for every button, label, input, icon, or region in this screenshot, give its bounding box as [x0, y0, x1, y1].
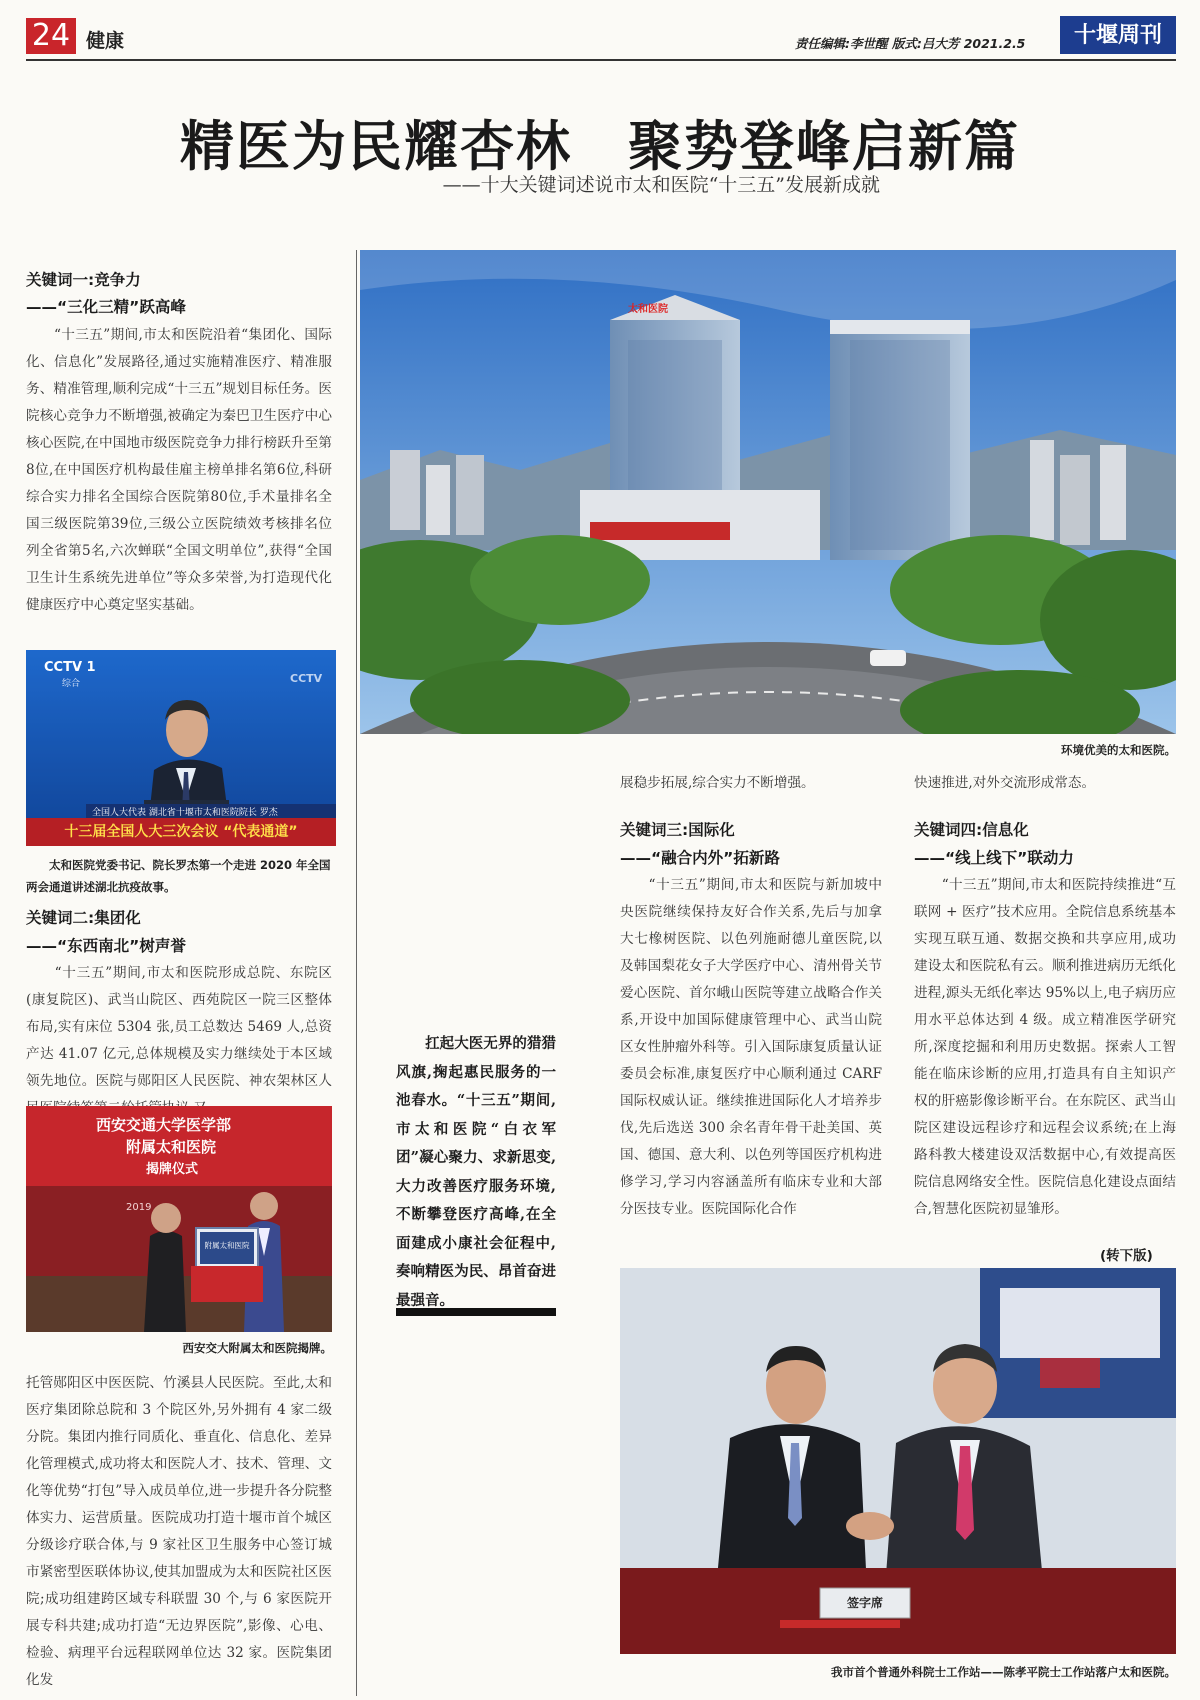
keyword4-title: 关键词四:信息化 — [914, 821, 1029, 839]
cctv-name-bar: 全国人大代表 湖北省十堰市太和医院院长 罗杰 — [92, 808, 278, 818]
column-divider — [356, 250, 357, 1696]
photo-cctv-representative — [26, 650, 336, 846]
photo-hospital-panorama — [360, 250, 1176, 734]
hospital-photo-art — [360, 250, 1176, 734]
subheadline: ——十大关键词述说市太和医院“十三五”发展新成就 — [442, 174, 880, 196]
plaque-text: 附属太和医院 — [204, 1241, 250, 1250]
col3-continuation: 展稳步拓展,综合实力不断增强。 — [620, 775, 815, 791]
section-name: 健康 — [86, 30, 125, 52]
photo-plaque-unveiling — [26, 1106, 332, 1332]
keyword4-subtitle: ——“线上线下”联动力 — [914, 849, 1074, 867]
keyword2-text-part2: 托管郧阳区中医医院、竹溪县人民医院。至此,太和医疗集团除总院和 3 个院区外,另外拥有 4 家二级分院。集团内推行同质化、垂直化、信息化、差异化管理模式,成功将太和医院人才、技术、管理、文化等优势“打包”导入成员单位,进一步提升各分院整体实力、运营质量。医院成功打造十堰市首个城区分级诊疗联合体,与 9 家社区卫生服务中心签订城市紧密型医联体协议,使其加盟成为太和医院社区医院;成功组建跨区域专科联盟 30 个,与 6 家医院开展专科共建;成功打造“无边界医院”,影像、心电、检验、病理平台远程联网单位达 32 家。医院集团化发 — [26, 1375, 332, 1688]
plaque-banner-line1: 西安交通大学医学部 — [96, 1116, 232, 1134]
keyword1-subtitle: ——“三化三精”跃高峰 — [26, 298, 186, 316]
caption-cctv: 太和医院党委书记、院长罗杰第一个走进 2020 年全国两会通道讲述湖北抗疫故事。 — [26, 858, 331, 894]
header-rule — [26, 59, 1176, 61]
continued-note: (转下版) — [1100, 1248, 1153, 1264]
caption-handshake: 我市首个普通外科院士工作站——陈孝平院士工作站落户太和医院。 — [831, 1665, 1176, 1679]
masthead-logo: 十堰周刊 — [1060, 16, 1176, 54]
cctv-logo: CCTV 1 — [44, 660, 96, 675]
editor-credits: 责任编辑:李世醒 版式:吕大芳 2021.2.5 — [795, 36, 1026, 51]
keyword2-title: 关键词二:集团化 — [26, 909, 141, 927]
cctv-banner: 十三届全国人大三次会议 “代表通道” — [64, 824, 298, 840]
keyword3-text: “十三五”期间,市太和医院与新加坡中央医院继续保持友好合作关系,先后与加拿大七橡树医院、以色列施耐德儿童医院,以及韩国梨花女子大学医疗中心、清州骨关节爱心医院、首尔峨山医院等建立战略合作关系,开设中加国际健康管理中心、武当山院区女性肿瘤外科等。引入国际康复质量认证委员会标准,康复医疗中心顺利通过 CARF 国际权威认证。继续推进国际化人才培养步伐,先后选送 300 余名青年骨干赴美国、英国、德国、意大利、以色列等国医疗机构进修学习,学习内容涵盖所有临床专业和大部分医技专业。医院国际化合作 — [620, 877, 882, 1217]
pull-quote: 扛起大医无界的猎猎风旗,掬起惠民服务的一池春水。“十三五”期间,市太和医院“白衣军团”凝心聚力、求新思变,大力改善医疗服务环境,不断攀登医疗高峰,在全面建成小康社会征程中,奏响精医为民、昂首奋进最强音。 — [396, 1035, 556, 1309]
headline: 精医为民耀杏林 聚势登峰启新篇 — [180, 114, 1020, 178]
plaque-banner-line2: 附属太和医院 — [126, 1138, 217, 1156]
col4-continuation: 快速推进,对外交流形成常态。 — [914, 775, 1096, 791]
keyword1-text: “十三五”期间,市太和医院沿着“集团化、国际化、信息化”发展路径,通过实施精准医疗、精准服务、精准管理,顺利完成“十三五”规划目标任务。医院核心竞争力不断增强,被确定为秦巴卫生医疗中心核心医院,在中国地市级医院竞争力排行榜跃升至第8位,在中国医疗机构最佳雇主榜单排名第6位,科研综合实力排名全国综合医院第80位,手术量排名全国三级医院第39位,三级公立医院绩效考核排名位列全省第5名,六次蝉联“全国文明单位”,获得“全国卫生计生系统先进单位”等众多荣誉,为打造现代化健康医疗中心奠定坚实基础。 — [26, 327, 332, 613]
page-number: 24 — [26, 18, 76, 54]
plaque-year: 2019 — [126, 1202, 152, 1213]
keyword2-subtitle: ——“东西南北”树声誉 — [26, 937, 186, 955]
keyword1-title: 关键词一:竞争力 — [26, 271, 141, 289]
keyword3-subtitle: ——“融合内外”拓新路 — [620, 849, 780, 867]
signing-nameplate: 签字席 — [846, 1596, 883, 1610]
photo-academician-workstation — [620, 1268, 1176, 1654]
keyword3-title: 关键词三:国际化 — [620, 821, 735, 839]
cctv-logo-sub: 综合 — [62, 679, 81, 689]
pull-quote-bar — [396, 1308, 556, 1316]
keyword4-text: “十三五”期间,市太和医院持续推进“互联网 + 医疗”技术应用。全院信息系统基本实现互联互通、数据交换和共享应用,成功建设太和医院私有云。顺利推进病历无纸化进程,源头无纸化率达 95%以上,电子病历应用水平总体达到 4 级。成立精准医学研究所,深度挖掘和利用历史数据。探索人工智能在临床诊断的应用,打造具有自主知识产权的肝癌影像诊断平台。在东院区、武当山院区建设远程诊疗和远程会议系统;在上海路科教大楼建设双活数据中心,有效提高医院信息网络安全性。医院信息化建设点面结合,智慧化医院初显雏形。 — [914, 877, 1176, 1217]
caption-hospital: 环境优美的太和医院。 — [1061, 743, 1176, 757]
plaque-banner-line3: 揭牌仪式 — [146, 1162, 199, 1177]
hospital-sign: 太和医院 — [628, 304, 668, 315]
cctv-corner-logo: CCTV — [290, 672, 323, 685]
caption-plaque: 西安交大附属太和医院揭牌。 — [182, 1341, 332, 1355]
keyword2-text-part1: “十三五”期间,市太和医院形成总院、东院区(康复院区)、武当山院区、西苑院区一院三区整体布局,实有床位 5304 张,员工总数达 5469 人,总资产达 41.07 亿元,总体规模及实力继续处于本区域领先地位。医院与郧阳区人民医院、神农架林区人 — [26, 965, 332, 1089]
